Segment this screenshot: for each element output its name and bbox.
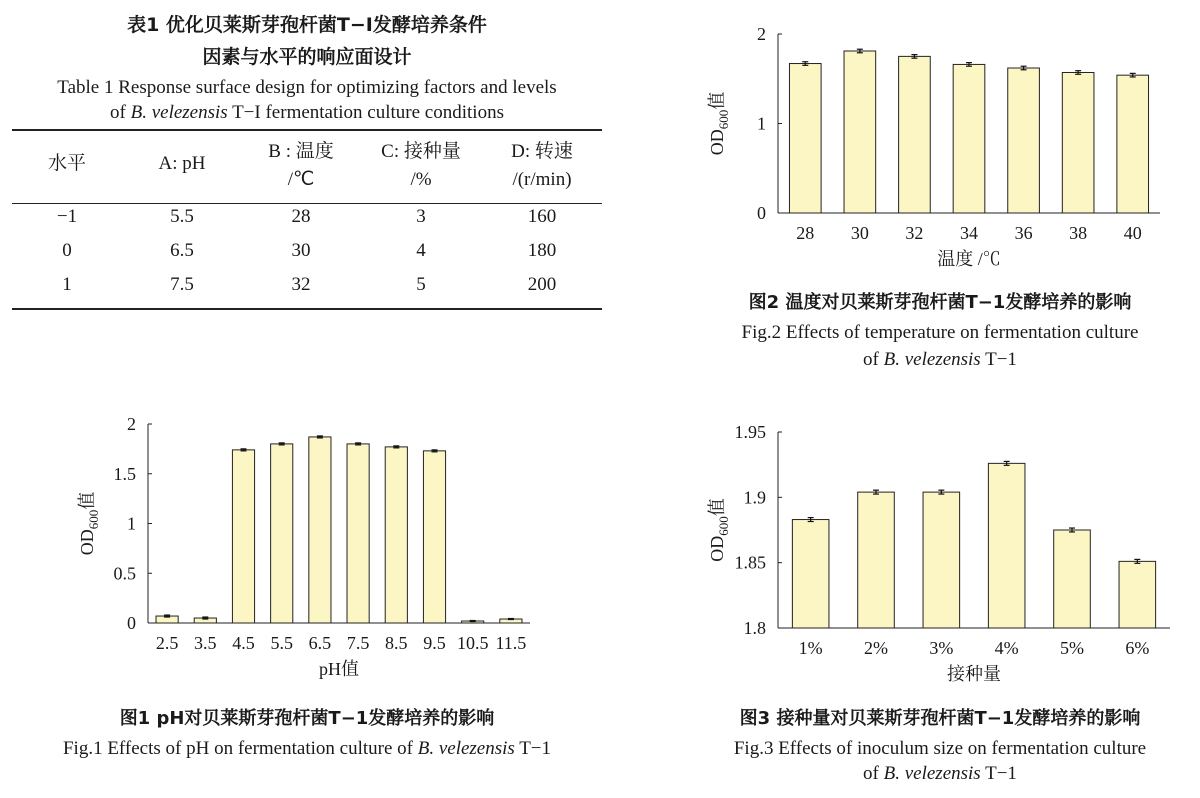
table-cell: 32 xyxy=(291,274,311,295)
table-row xyxy=(12,234,602,268)
bar xyxy=(347,444,369,623)
fig1-caption-en: Fig.1 Effects of pH on fermentation culture of B. velezensis T−1 xyxy=(62,738,552,759)
table-cell: 160 xyxy=(527,206,557,227)
bar xyxy=(385,447,407,623)
fig1-chart xyxy=(70,408,550,693)
y-tick-label: 1.9 xyxy=(743,487,766,508)
y-axis-label: $OD_{600}$值 xyxy=(77,491,101,556)
fig3-caption-en-line2: of B. velezensis T−1 xyxy=(863,763,1017,784)
y-tick-label: 0.5 xyxy=(113,563,136,584)
x-tick-label: 6.5 xyxy=(308,633,332,653)
y-tick-label: 1.8 xyxy=(743,618,766,638)
x-tick-label: 8.5 xyxy=(385,633,408,653)
table-cell: 5 xyxy=(416,274,426,295)
x-tick-label: 30 xyxy=(850,223,869,243)
y-tick-label: 1 xyxy=(757,113,766,134)
fig3-chart xyxy=(700,418,1180,696)
table-cell: 30 xyxy=(291,240,311,261)
y-tick-label: 0 xyxy=(127,613,136,633)
table1-header-ph: A: pH xyxy=(158,153,206,174)
table-row xyxy=(12,200,602,234)
x-tick-label: 28 xyxy=(796,223,815,243)
table-cell: 7.5 xyxy=(170,274,194,295)
table-cell: 28 xyxy=(291,206,311,227)
x-tick-label: 2% xyxy=(864,638,888,658)
bar xyxy=(899,56,931,213)
x-tick-label: 5% xyxy=(1060,638,1084,658)
fig1-caption-cn: 图1 pH对贝莱斯芽孢杆菌T−1发酵培养的影响 xyxy=(119,708,495,729)
bar xyxy=(988,463,1025,628)
x-tick-label: 3.5 xyxy=(194,633,217,653)
bar xyxy=(1119,561,1156,628)
fig2-caption-en-line1: Fig.2 Effects of temperature on fermentation culture xyxy=(741,322,1139,343)
x-tick-label: 40 xyxy=(1123,223,1142,243)
table1-bottom-rule xyxy=(12,308,602,310)
table1-header-temperature: B : 温度 /℃ xyxy=(268,141,334,190)
table-cell: 180 xyxy=(527,240,557,261)
table-cell: 0 xyxy=(62,240,72,261)
x-tick-label: 32 xyxy=(905,223,924,243)
y-axis-label: $OD_{600}$值 xyxy=(707,91,731,156)
table-cell: 200 xyxy=(527,274,557,295)
x-tick-label: 4% xyxy=(994,638,1019,658)
bar xyxy=(232,450,254,623)
x-tick-label: 10.5 xyxy=(456,633,489,653)
table1 xyxy=(12,130,602,302)
bar xyxy=(1117,75,1149,213)
table1-title-en-line2: of B. velezensis T−I fermentation culture conditions xyxy=(110,102,504,123)
bar xyxy=(271,444,293,623)
table-cell: 6.5 xyxy=(170,240,194,261)
y-tick-label: 1 xyxy=(127,513,136,534)
bar xyxy=(1008,68,1040,213)
y-axis-label: $OD_{600}$值 xyxy=(707,498,731,562)
bar xyxy=(1062,72,1094,213)
x-tick-label: 9.5 xyxy=(423,633,446,653)
table-cell: 5.5 xyxy=(170,206,194,227)
table-cell: 4 xyxy=(416,240,426,261)
x-tick-label: 5.5 xyxy=(270,633,293,653)
bar xyxy=(789,64,821,213)
table1-title-en-line1: Table 1 Response surface design for optimizing factors and levels xyxy=(57,77,557,98)
y-tick-label: 2 xyxy=(127,414,136,434)
bar xyxy=(923,492,960,628)
table1-title-cn-line1: 表1 优化贝莱斯芽孢杆菌T−I发酵培养条件 xyxy=(127,14,487,36)
y-tick-label: 0 xyxy=(757,203,766,223)
table1-header-row xyxy=(12,130,602,200)
table1-header-speed: D: 转速 /(r/min) xyxy=(511,141,573,190)
x-tick-label: 3% xyxy=(929,638,954,658)
table1-header-inoculum: C: 接种量 /% xyxy=(381,141,461,190)
fig2-chart xyxy=(700,10,1180,280)
fig3-caption-en-line1: Fig.3 Effects of inoculum size on fermentation culture xyxy=(733,738,1147,759)
bar xyxy=(423,451,445,623)
x-tick-label: 34 xyxy=(960,223,978,243)
table-cell: −1 xyxy=(56,206,78,227)
y-tick-label: 1.95 xyxy=(734,422,766,442)
bar xyxy=(309,437,331,623)
fig3-caption-cn: 图3 接种量对贝莱斯芽孢杆菌T−1发酵培养的影响 xyxy=(739,708,1141,729)
x-tick-label: 2.5 xyxy=(155,633,179,653)
table-row xyxy=(12,268,602,302)
table-cell: 1 xyxy=(62,274,72,295)
y-tick-label: 1.85 xyxy=(734,552,766,573)
x-tick-label: 11.5 xyxy=(495,633,527,653)
x-axis-label: 接种量 xyxy=(947,664,1001,684)
y-tick-label: 1.5 xyxy=(113,463,136,484)
fig2-caption-cn: 图2 温度对贝莱斯芽孢杆菌T−1发酵培养的影响 xyxy=(748,292,1132,313)
bar xyxy=(953,64,985,213)
x-axis-label: pH值 xyxy=(319,659,359,679)
x-axis-label: 温度 /℃ xyxy=(937,249,1001,269)
table-cell: 3 xyxy=(416,206,426,227)
x-tick-label: 1% xyxy=(798,638,823,658)
bar xyxy=(1054,530,1091,628)
x-tick-label: 38 xyxy=(1069,223,1088,243)
y-tick-label: 2 xyxy=(757,24,766,44)
table1-title-cn-line2: 因素与水平的响应面设计 xyxy=(202,46,412,68)
bar xyxy=(858,492,895,628)
x-tick-label: 6% xyxy=(1125,638,1150,658)
x-tick-label: 7.5 xyxy=(346,633,370,653)
table1-header-level: 水平 xyxy=(47,153,86,174)
bar xyxy=(792,520,829,628)
bar xyxy=(844,51,876,213)
x-tick-label: 36 xyxy=(1014,223,1033,243)
fig2-caption-en-line2: of B. velezensis T−1 xyxy=(863,349,1017,370)
x-tick-label: 4.5 xyxy=(232,633,255,653)
